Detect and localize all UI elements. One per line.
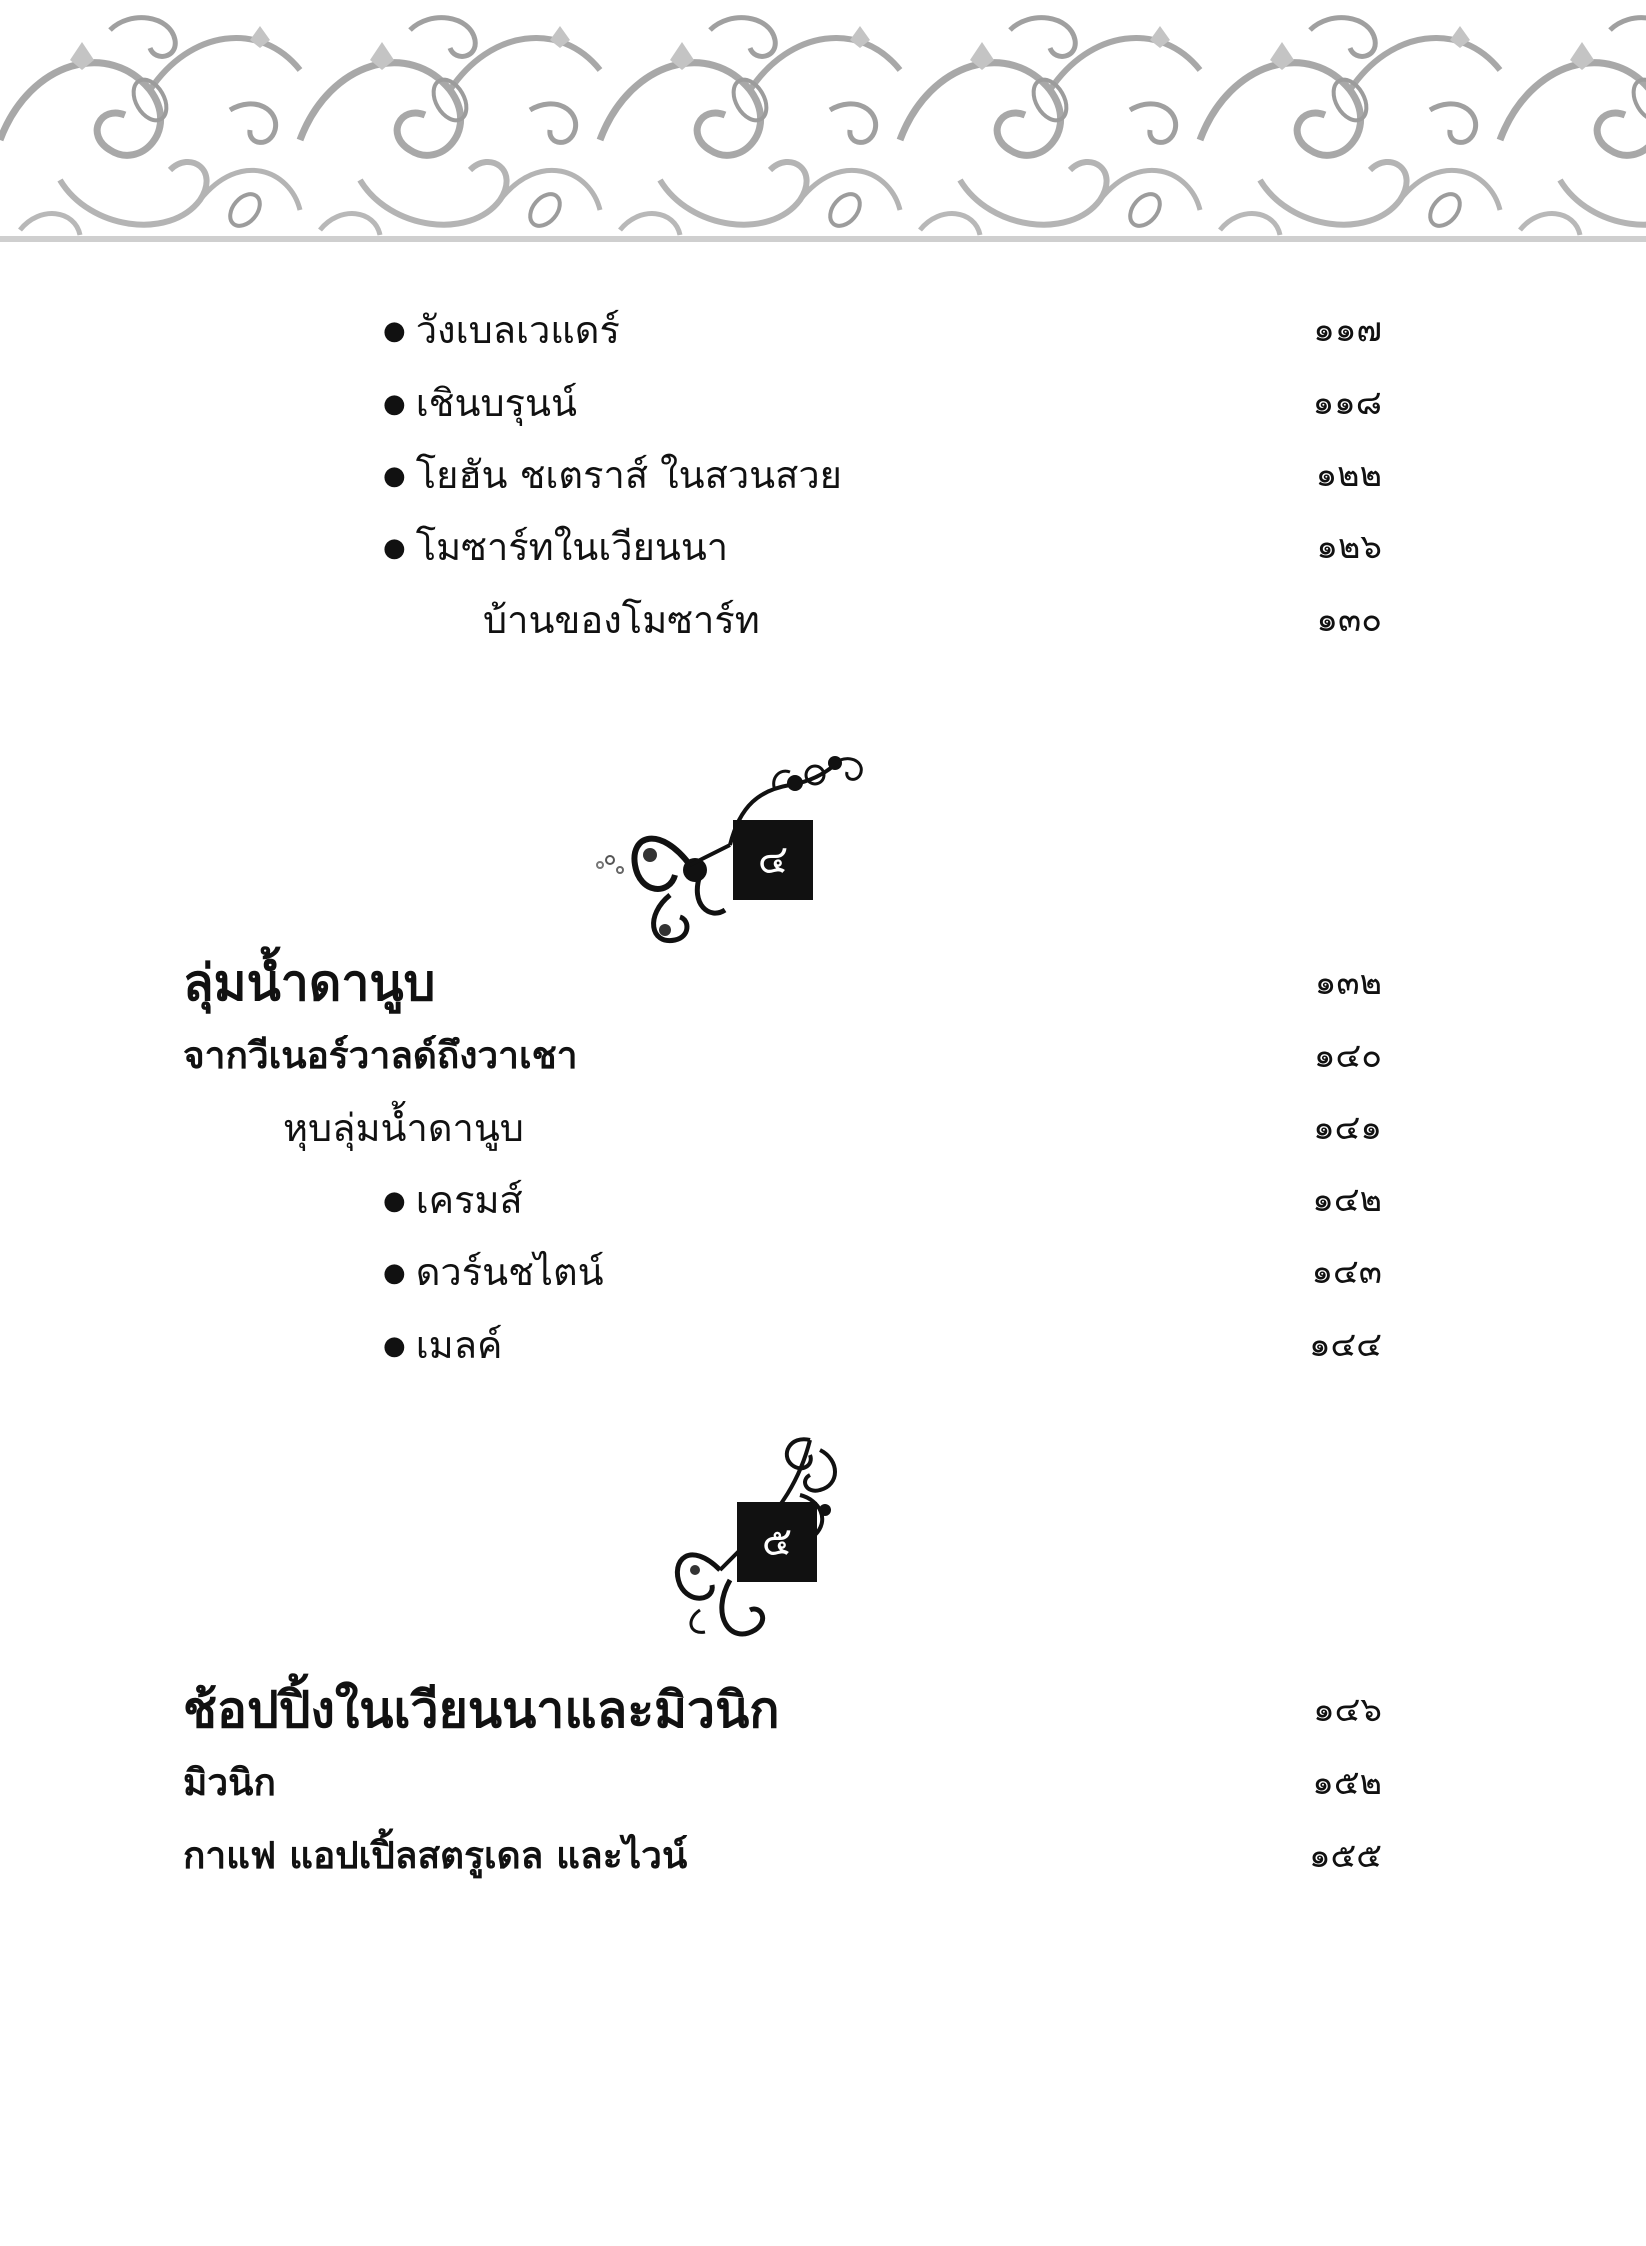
chapter-4-marker: [590, 745, 890, 965]
toc-entry-schoenbrunn[interactable]: [0, 373, 1646, 433]
toc-entry-page: ๑๔๖: [1313, 1690, 1382, 1730]
toc-entry-coffee-strudel-wine[interactable]: [0, 1826, 1646, 1886]
toc-entry-page: ๑๓๐: [1316, 600, 1382, 640]
toc-entry-krems[interactable]: [0, 1170, 1646, 1230]
toc-entry-page: ๑๔๒: [1312, 1180, 1382, 1220]
toc-chapter-title: ช้อปปิ้งในเวียนนาและมิวนิก: [183, 1681, 780, 1739]
toc-entry-munich[interactable]: [0, 1753, 1646, 1813]
toc-entry-page: ๑๕๕: [1308, 1836, 1382, 1876]
toc-entry-title: ● ดวร์นชไตน์: [383, 1242, 604, 1303]
toc-entry-title: ● เมลค์: [383, 1315, 502, 1376]
toc-entry-page: ๑๔๔: [1308, 1325, 1382, 1365]
toc-entry-title: หุบลุ่มน้ำดานูบ: [283, 1106, 524, 1150]
toc-entry-title: ● โยฮัน ชเตราส์ ในสวนสวย: [383, 445, 842, 506]
ornament-header: [0, 0, 1646, 265]
toc-entry-page: ๑๔๐: [1313, 1036, 1382, 1076]
toc-entry-page: ๑๕๒: [1312, 1763, 1382, 1803]
toc-entry-title: บ้านของโมซาร์ท: [483, 598, 760, 642]
toc-entry-title: จากวีเนอร์วาลด์ถึงวาเชา: [183, 1034, 578, 1077]
toc-entry-belvedere[interactable]: [0, 300, 1646, 360]
chapter-5-marker: [660, 1420, 960, 1640]
toc-entry-page: ๑๒๒: [1315, 455, 1382, 495]
chapter-number-badge: ๔: [733, 820, 813, 900]
toc-chapter-shopping[interactable]: [0, 1680, 1646, 1740]
chapter-number-badge: ๕: [737, 1502, 817, 1582]
toc-entry-title: ● วังเบลเวแดร์: [383, 300, 620, 361]
toc-chapter-title: ลุ่มน้ำดานูบ: [183, 954, 436, 1012]
toc-entry-melk[interactable]: [0, 1315, 1646, 1375]
toc-entry-title: มิวนิก: [183, 1761, 276, 1804]
toc-entry-page: ๑๑๗: [1313, 310, 1382, 350]
toc-entry-title: ● เครมส์: [383, 1170, 523, 1231]
toc-entry-page: ๑๑๘: [1312, 383, 1382, 423]
toc-entry-mozart-house[interactable]: [0, 590, 1646, 650]
toc-entry-title: กาแฟ แอปเปิ้ลสตรูเดล และไวน์: [183, 1834, 688, 1877]
toc-entry-danube-valley[interactable]: [0, 1098, 1646, 1158]
toc-entry-title: ● โมซาร์ทในเวียนนา: [383, 517, 728, 578]
toc-entry-johann-strauss[interactable]: [0, 445, 1646, 505]
toc-entry-wienerwald-wachau[interactable]: [0, 1026, 1646, 1086]
toc-entry-page: ๑๓๒: [1314, 963, 1382, 1003]
toc-entry-mozart-vienna[interactable]: [0, 517, 1646, 577]
toc-entry-title: ● เชินบรุนน์: [383, 373, 577, 434]
toc-entry-page: ๑๔๓: [1311, 1252, 1382, 1292]
toc-entry-page: ๑๔๑: [1313, 1108, 1382, 1148]
toc-entry-page: ๑๒๖: [1316, 527, 1382, 567]
toc-chapter-danube[interactable]: [0, 953, 1646, 1013]
toc-entry-duernstein[interactable]: [0, 1242, 1646, 1302]
